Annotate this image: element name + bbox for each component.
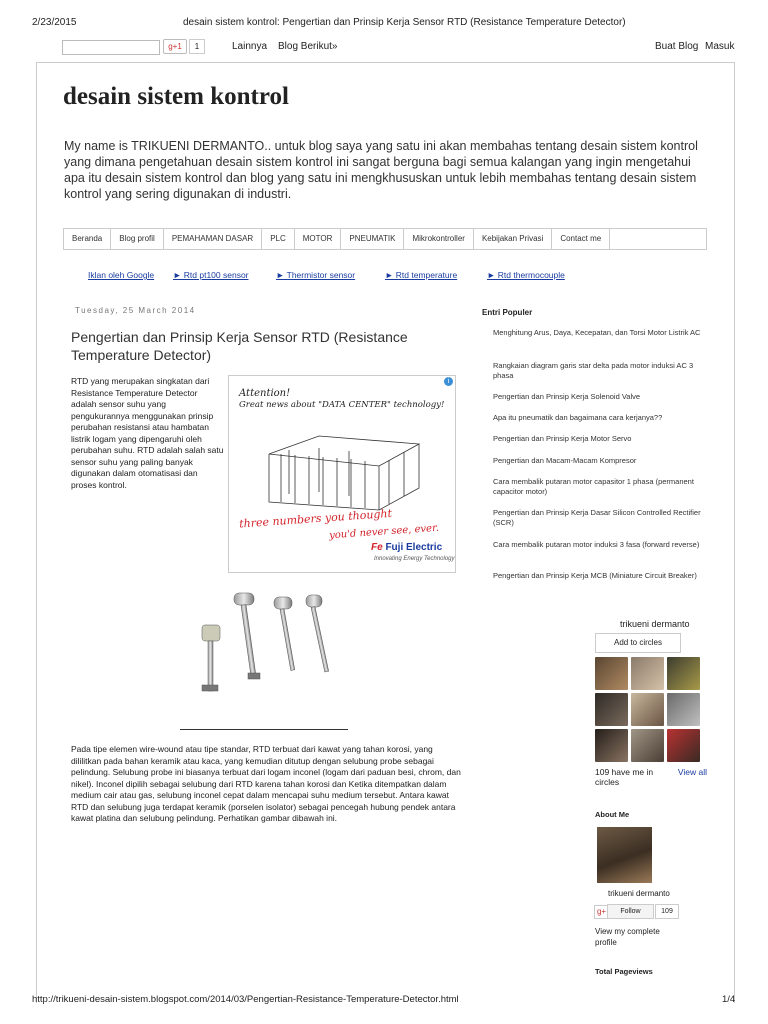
blog-description: My name is TRIKUENI DERMANTO.. untuk blog saya yang satu ini akan membahas tentang desain sistem kontrol yang dimana pengetahuan desain sistem kontrol ini sangat berguna bagi semua kalangan yang ingin mengetahui apa itu desain sistem kontrol dan blog yang satu ini mengkhususkan untuk lebih membahas tentang desain sistem kontrol yang sering digunakan di industri. bbox=[64, 139, 698, 201]
circle-member-avatar[interactable] bbox=[631, 729, 664, 762]
ad-link-rtd-temperature[interactable]: ► Rtd temperature bbox=[385, 270, 458, 280]
ads-by-google-label[interactable]: Iklan oleh Google bbox=[88, 270, 155, 280]
popular-post-link[interactable]: Cara membalik putaran motor induksi 3 fasa (forward reverse) bbox=[493, 540, 700, 549]
fuji-electric-logo bbox=[371, 542, 442, 553]
post-divider bbox=[180, 729, 348, 730]
circles-count: 109 have me in circles bbox=[595, 767, 654, 787]
gplus-icon: g+ bbox=[594, 905, 609, 919]
circle-member-avatar[interactable] bbox=[667, 729, 700, 762]
ad-headline-text: Great news about "DATA CENTER" technology! bbox=[239, 400, 445, 410]
add-to-circles-button[interactable]: Add to circles bbox=[595, 633, 681, 653]
ad-red-text-1: three numbers you thought bbox=[238, 506, 393, 531]
follow-count: 109 bbox=[655, 904, 679, 919]
print-page-number: 1/4 bbox=[722, 994, 736, 1005]
navbar-search-input[interactable] bbox=[62, 40, 160, 55]
circle-member-avatar[interactable] bbox=[595, 729, 628, 762]
data-center-illustration bbox=[259, 424, 429, 512]
total-pageviews-heading: Total Pageviews bbox=[595, 967, 653, 976]
tab-blog-profil[interactable]: Blog profil bbox=[111, 229, 164, 249]
popular-post-link[interactable]: Apa itu pneumatik dan bagaimana cara kerjanya?? bbox=[493, 413, 663, 422]
ad-link-thermistor[interactable]: ► Thermistor sensor bbox=[276, 270, 356, 280]
circle-member-avatar[interactable] bbox=[595, 693, 628, 726]
blog-title[interactable]: desain sistem kontrol bbox=[63, 83, 289, 110]
ad-attention-text: Attention! bbox=[239, 388, 291, 399]
tab-beranda[interactable]: Beranda bbox=[64, 229, 111, 249]
navbar-login-link[interactable]: Masuk bbox=[705, 41, 735, 52]
gplus-profile-name[interactable]: trikueni dermanto bbox=[620, 619, 690, 629]
popular-post-link[interactable]: Pengertian dan Macam-Macam Kompresor bbox=[493, 456, 637, 465]
view-complete-profile-link[interactable]: View my complete profile bbox=[595, 927, 660, 947]
navbar-create-blog-link[interactable]: Buat Blog bbox=[655, 41, 699, 52]
profile-name[interactable]: trikueni dermanto bbox=[608, 889, 670, 898]
ad-brand-name: Fuji Electric bbox=[385, 542, 443, 553]
tab-mikrokontroller[interactable]: Mikrokontroller bbox=[404, 229, 473, 249]
circle-member-avatar[interactable] bbox=[667, 693, 700, 726]
popular-posts-heading: Entri Populer bbox=[482, 308, 533, 317]
rtd-sensor-photo[interactable] bbox=[188, 585, 338, 705]
print-footer-url: http://trikueni-desain-sistem.blogspot.com/2014/03/Pengertian-Resistance-Temperature-Detector.html bbox=[32, 994, 459, 1005]
profile-photo[interactable] bbox=[597, 827, 652, 883]
circle-member-avatar[interactable] bbox=[667, 657, 700, 690]
print-page-title: desain sistem kontrol: Pengertian dan Prinsip Kerja Sensor RTD (Resistance Temperature Detector) bbox=[183, 17, 626, 28]
ad-info-icon[interactable]: i bbox=[444, 377, 453, 386]
fuji-fe-mark: Fe bbox=[371, 542, 383, 553]
follow-button[interactable]: Follow bbox=[607, 904, 654, 919]
view-all-circles-link[interactable]: View all bbox=[677, 767, 707, 777]
circle-member-avatar[interactable] bbox=[631, 657, 664, 690]
post-date: Tuesday, 25 March 2014 bbox=[75, 306, 196, 315]
popular-post-link[interactable]: Menghitung Arus, Daya, Kecepatan, dan Torsi Motor Listrik AC bbox=[493, 328, 701, 337]
post-title[interactable]: Pengertian dan Prinsip Kerja Sensor RTD (Resistance Temperature Detector) bbox=[71, 329, 408, 363]
display-ad[interactable] bbox=[228, 375, 456, 573]
ad-tagline: Innovating Energy Technology bbox=[374, 556, 455, 562]
popular-post-link[interactable]: Pengertian dan Prinsip Kerja MCB (Miniature Circuit Breaker) bbox=[493, 571, 697, 580]
tab-motor[interactable]: MOTOR bbox=[295, 229, 342, 249]
circle-member-avatar[interactable] bbox=[631, 693, 664, 726]
tab-kebijakan-privasi[interactable]: Kebijakan Privasi bbox=[474, 229, 552, 249]
gplus-one-count: 1 bbox=[189, 39, 205, 54]
post-paragraph-intro: RTD yang merupakan singkatan dari Resistance Temperature Detector adalah sensor suhu yang pengukurannya menggunakan prinsip perubahan resistansi atau hambatan listrik logam yang dipengaruhi oleh perubahan suhu. RTD adalah salah satu sensor suhu yang paling banyak digunakan dalam otomatisasi dan proses kontrol. bbox=[71, 376, 224, 490]
gplus-one-button[interactable]: g+1 bbox=[163, 39, 187, 54]
navbar-more-link[interactable]: Lainnya bbox=[232, 41, 268, 52]
popular-post-link[interactable]: Pengertian dan Prinsip Kerja Motor Servo bbox=[493, 434, 632, 443]
page-tabs bbox=[63, 228, 707, 250]
post-paragraph-wirewound: Pada tipe elemen wire-wound atau tipe standar, RTD terbuat dari kawat yang tahan korosi, yang dililitkan pada bahan keramik atau kaca, yang kemudian ditutup dengan selubung probe sebagai pelindung. Selubung probe ini biasanya terbuat dari logam inconel (logam dari paduan besi, chrom, dan nikel). Inconel dipilih sebagai selubung dari RTD karena tahan korosi dan Ketika ditempatkan dalam medium cair atau gas, selubung inconel cepat dalam mencapai suhu medium tersebut. Antara kawat RTD dan selubung juga terdapat keramik (porselen isolator) sebagai pencegah hubung pendek antara kawat platina dan selubung pelindung. Perhatikan gambar dibawah ini. bbox=[71, 744, 461, 823]
circle-members-grid bbox=[595, 657, 699, 765]
ad-link-rtd-thermocouple[interactable]: ► Rtd thermocouple bbox=[487, 270, 565, 280]
tab-pneumatik[interactable]: PNEUMATIK bbox=[341, 229, 404, 249]
tab-pemahaman-dasar[interactable]: PEMAHAMAN DASAR bbox=[164, 229, 262, 249]
popular-post-link[interactable]: Pengertian dan Prinsip Kerja Solenoid Valve bbox=[493, 392, 641, 401]
circle-member-avatar[interactable] bbox=[595, 657, 628, 690]
print-date: 2/23/2015 bbox=[32, 17, 77, 28]
navbar-next-blog-link[interactable]: Blog Berikut» bbox=[278, 41, 338, 52]
about-me-heading: About Me bbox=[595, 810, 630, 819]
ad-red-text-2: you'd never see, ever. bbox=[328, 522, 440, 542]
popular-post-link[interactable]: Cara membalik putaran motor capasitor 1 phasa (permanent capacitor motor) bbox=[493, 477, 694, 496]
tab-plc[interactable]: PLC bbox=[262, 229, 295, 249]
popular-post-link[interactable]: Rangkaian diagram garis star delta pada motor induksi AC 3 phasa bbox=[493, 361, 694, 380]
popular-post-link[interactable]: Pengertian dan Prinsip Kerja Dasar Silicon Controlled Rectifier (SCR) bbox=[493, 508, 701, 527]
ad-link-rtd-pt100[interactable]: ► Rtd pt100 sensor bbox=[173, 270, 249, 280]
tab-contact-me[interactable]: Contact me bbox=[552, 229, 610, 249]
